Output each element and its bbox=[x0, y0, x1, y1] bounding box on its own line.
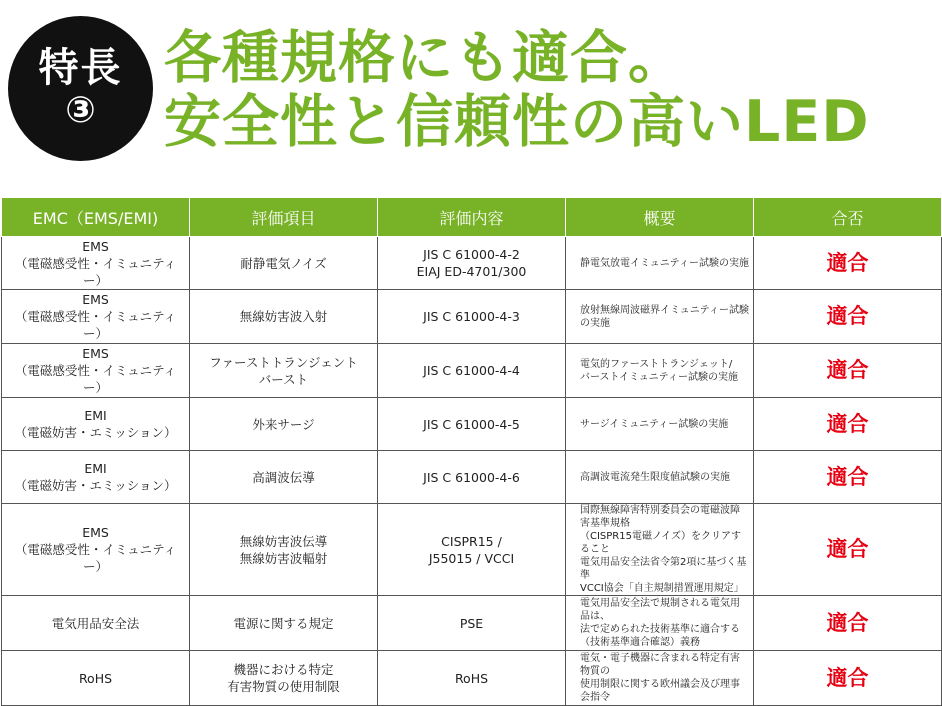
item-cell bbox=[190, 344, 378, 398]
overview-cell-line: 電気用品安全法で規制される電気用品は、 bbox=[580, 598, 740, 622]
content-cell bbox=[378, 398, 566, 451]
content-cell-line: JIS C 61000-4-2 bbox=[423, 247, 520, 262]
table-row bbox=[2, 290, 942, 344]
category-cell bbox=[2, 596, 190, 651]
category-cell bbox=[2, 451, 190, 504]
item-cell-line: バースト bbox=[258, 371, 309, 387]
category-cell-line: EMI bbox=[84, 461, 107, 476]
overview-cell-line: バーストイミュニティー試験の実施 bbox=[580, 371, 738, 383]
content-cell-line: JIS C 61000-4-5 bbox=[423, 416, 520, 432]
result-cell: 適合 bbox=[754, 290, 942, 344]
item-cell-line: 高調波伝導 bbox=[252, 469, 315, 485]
item-cell-line: 無線妨害波入射 bbox=[239, 309, 328, 324]
content-cell bbox=[378, 596, 566, 651]
content-cell-line: J55015 / VCCI bbox=[428, 550, 515, 566]
table-row bbox=[2, 237, 942, 290]
content-cell-line: PSE bbox=[459, 615, 484, 631]
overview-cell bbox=[566, 596, 754, 651]
category-cell bbox=[2, 651, 190, 706]
item-cell bbox=[190, 290, 378, 344]
overview-cell bbox=[566, 451, 754, 504]
result-cell: 適合 bbox=[754, 596, 942, 651]
item-cell-line: 無線妨害波伝導 bbox=[239, 533, 328, 549]
table-row bbox=[2, 344, 942, 398]
category-cell-line: （電磁感受性・イミュニティー） bbox=[14, 542, 177, 574]
header-category: EMC（EMS/EMI) bbox=[2, 198, 190, 237]
result-cell: 適合 bbox=[754, 398, 942, 451]
header-item: 評価項目 bbox=[190, 198, 378, 237]
category-cell-line: EMS bbox=[82, 292, 109, 307]
item-cell-line: 機器における特定 bbox=[233, 662, 334, 677]
item-cell-line: 外来サージ bbox=[252, 416, 315, 432]
badge-label: 特長 bbox=[38, 44, 123, 91]
item-cell-line: 無線妨害波輻射 bbox=[239, 550, 328, 566]
category-cell bbox=[2, 344, 190, 398]
overview-cell-line: 法で定められた技術基準に適合する bbox=[580, 624, 740, 635]
item-cell bbox=[190, 651, 378, 706]
item-cell bbox=[190, 451, 378, 504]
item-cell-line: 電源に関する規定 bbox=[233, 615, 334, 631]
result-cell: 適合 bbox=[754, 344, 942, 398]
content-cell-line: JIS C 61000-4-6 bbox=[423, 469, 520, 485]
item-cell bbox=[190, 596, 378, 651]
category-cell-line: RoHS bbox=[78, 670, 113, 686]
overview-cell-line: 放射無線周波磁界イミュニティー試験の実施 bbox=[580, 304, 749, 329]
overview-cell bbox=[566, 344, 754, 398]
category-cell-line: （電磁感受性・イミュニティー） bbox=[14, 309, 177, 341]
header-content: 評価内容 bbox=[378, 198, 566, 237]
table-body bbox=[2, 237, 942, 706]
headline-line-2: 安全性と信頼性の高いLED bbox=[164, 89, 870, 155]
headline-line-1: 各種規格にも適合。 bbox=[164, 25, 686, 91]
overview-cell-line: VCCI協会「自主規制措置運用規定」 bbox=[580, 583, 744, 594]
overview-cell-line: 高調波電流発生限度値試験の実施 bbox=[580, 471, 730, 483]
item-cell bbox=[190, 504, 378, 596]
headline bbox=[164, 26, 870, 154]
content-cell-line: EIAJ ED-4701/300 bbox=[416, 264, 527, 279]
category-cell-line: EMI bbox=[84, 408, 107, 423]
item-cell bbox=[190, 237, 378, 290]
category-cell bbox=[2, 237, 190, 290]
content-cell-line: RoHS bbox=[454, 670, 489, 686]
header-result: 合否 bbox=[754, 198, 942, 237]
content-cell bbox=[378, 451, 566, 504]
item-cell bbox=[190, 398, 378, 451]
category-cell bbox=[2, 504, 190, 596]
content-cell bbox=[378, 651, 566, 706]
overview-cell bbox=[566, 651, 754, 706]
item-cell-line: 耐静電気ノイズ bbox=[240, 255, 327, 271]
category-cell bbox=[2, 290, 190, 344]
table-row bbox=[2, 504, 942, 596]
overview-cell-line: 電気・電子機器に含まれる特定有害物質の bbox=[580, 653, 740, 677]
overview-cell-line: （技術基準適合確認）義務 bbox=[580, 637, 700, 648]
category-cell-line: （電磁感受性・イミュニティー） bbox=[14, 363, 177, 395]
category-cell bbox=[2, 398, 190, 451]
table-row bbox=[2, 596, 942, 651]
result-cell: 適合 bbox=[754, 504, 942, 596]
overview-cell-line: サージイミュニティー試験の実施 bbox=[580, 418, 729, 430]
content-cell-line: JIS C 61000-4-4 bbox=[423, 363, 520, 378]
content-cell bbox=[378, 290, 566, 344]
item-cell-line: 有害物質の使用制限 bbox=[227, 679, 340, 694]
standards-table bbox=[1, 197, 942, 706]
category-cell-line: EMS bbox=[82, 238, 109, 254]
overview-cell-line: 電気的ファーストトランジェット/ bbox=[580, 358, 733, 370]
feature-badge bbox=[8, 16, 153, 161]
category-cell-line: （電磁妨害・エミッション） bbox=[14, 478, 177, 493]
overview-cell-line: 使用制限に関する欧州議会及び理事会指令 bbox=[580, 679, 740, 703]
overview-cell-line: （CISPR15電磁ノイズ）をクリアすること bbox=[580, 531, 741, 555]
category-cell-line: EMS bbox=[82, 525, 109, 540]
content-cell-line: CISPR15 / bbox=[441, 533, 502, 549]
result-cell: 適合 bbox=[754, 451, 942, 504]
table-row bbox=[2, 451, 942, 504]
content-cell bbox=[378, 344, 566, 398]
category-cell-line: （電磁妨害・エミッション） bbox=[14, 425, 177, 440]
result-cell: 適合 bbox=[754, 237, 942, 290]
content-cell bbox=[378, 504, 566, 596]
overview-cell bbox=[566, 398, 754, 451]
overview-cell bbox=[566, 290, 754, 344]
category-cell-line: 電気用品安全法 bbox=[51, 615, 140, 631]
content-cell bbox=[378, 237, 566, 290]
result-cell: 適合 bbox=[754, 651, 942, 706]
overview-cell-line: 国際無線障害特別委員会の電磁波障害基準規格 bbox=[580, 505, 740, 529]
table-row bbox=[2, 651, 942, 706]
overview-cell-line: 電気用品安全法省令第2項に基づく基準 bbox=[580, 557, 747, 581]
overview-cell bbox=[566, 237, 754, 290]
category-cell-line: （電磁感受性・イミュニティー） bbox=[14, 255, 177, 288]
overview-cell-line: 静電気放電イミュニティー試験の実施 bbox=[580, 257, 749, 269]
item-cell-line: ファーストトランジェント bbox=[209, 354, 358, 370]
overview-cell bbox=[566, 504, 754, 596]
badge-number: ③ bbox=[65, 89, 96, 131]
content-cell-line: JIS C 61000-4-3 bbox=[423, 309, 520, 324]
header-overview: 概要 bbox=[566, 198, 754, 237]
table-row bbox=[2, 398, 942, 451]
category-cell-line: EMS bbox=[82, 346, 109, 361]
table-header-row bbox=[2, 198, 942, 237]
